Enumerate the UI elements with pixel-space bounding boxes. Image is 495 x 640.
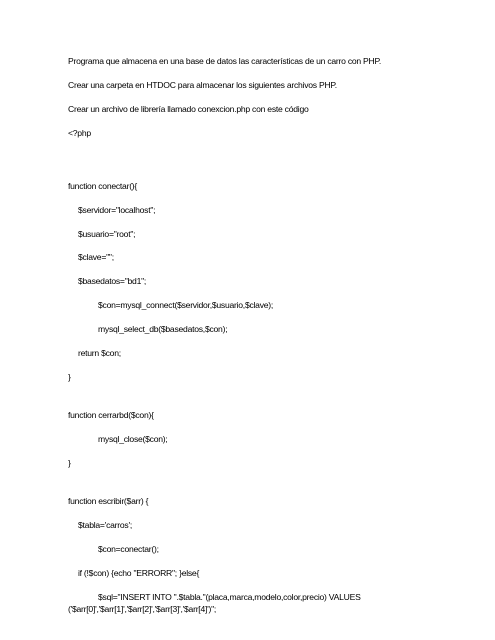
code-line-function-conectar: function conectar(){ — [68, 181, 138, 191]
code-line-function-cerrarbd: function cerrarbd($con){ — [68, 410, 154, 420]
code-line-close-brace-2: } — [68, 458, 71, 468]
code-line-servidor: $servidor="localhost"; — [78, 205, 156, 215]
code-line-php-open: <?php — [68, 128, 91, 138]
code-line-function-escribir: function escribir($arr) { — [68, 496, 149, 506]
code-line-close-brace-1: } — [68, 372, 71, 382]
code-line-sql-insert: $sql="INSERT INTO ".$tabla."(placa,marca,modelo,color,precio) VALUES — [98, 592, 361, 602]
code-line-tabla: $tabla='carros'; — [78, 520, 132, 530]
code-line-if-con: if (!$con) {echo "ERRORR"; }else{ — [78, 568, 200, 578]
code-line-basedatos: $basedatos="bd1"; — [78, 276, 147, 286]
code-line-mysql-close: mysql_close($con); — [98, 434, 168, 444]
intro-line-3: Crear un archivo de librería llamado conexcion.php con este código — [68, 104, 309, 114]
code-line-clave: $clave=""; — [78, 252, 114, 262]
intro-line-1: Programa que almacena en una base de datos las características de un carro con PHP. — [68, 56, 382, 66]
code-line-return: return $con; — [78, 348, 121, 358]
code-line-mysql-select-db: mysql_select_db($basedatos,$con); — [98, 324, 228, 334]
code-line-conectar-call: $con=conectar(); — [98, 544, 159, 554]
intro-line-2: Crear una carpeta en HTDOC para almacenar los siguientes archivos PHP. — [68, 80, 337, 90]
code-line-usuario: $usuario="root"; — [78, 229, 136, 239]
code-line-mysql-connect: $con=mysql_connect($servidor,$usuario,$clave); — [98, 300, 274, 310]
code-line-sql-values: ('$arr[0]','$arr[1]','$arr[2]','$arr[3]','$arr[4]')"; — [68, 604, 217, 614]
